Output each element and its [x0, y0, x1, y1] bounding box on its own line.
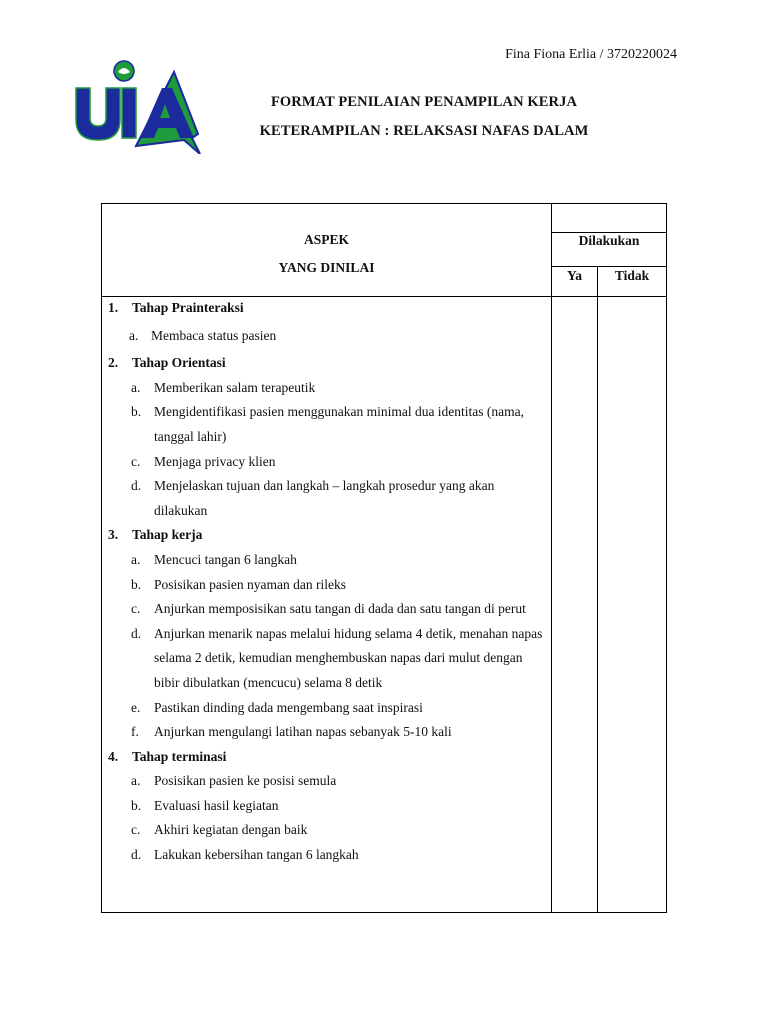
assessment-table: [101, 203, 667, 913]
section-heading: [108, 351, 548, 376]
item-letter: c.: [131, 453, 141, 469]
item-letter: a.: [131, 773, 141, 789]
list-item: [108, 769, 548, 794]
item-text: Posisikan pasien nyaman dan rileks: [154, 576, 346, 592]
col-divider-aspek: [551, 204, 552, 912]
list-item: [108, 597, 548, 622]
list-item: [108, 818, 548, 843]
item-letter: d.: [131, 625, 142, 641]
form-subtitle: KETERAMPILAN : RELAKSASI NAFAS DALAM: [259, 123, 589, 139]
section-number: 3.: [108, 527, 119, 543]
form-title: FORMAT PENILAIAN PENAMPILAN KERJA: [270, 94, 578, 110]
author-line: Fina Fiona Erlia / 3720220024: [505, 47, 677, 62]
list-item: [108, 573, 548, 598]
item-text: Evaluasi hasil kegiatan: [154, 797, 279, 813]
item-text: Menjaga privacy klien: [154, 453, 276, 469]
dilakukan-header: Dilakukan: [578, 233, 640, 248]
list-item: [108, 450, 548, 475]
item-text: Mencuci tangan 6 langkah: [154, 551, 297, 567]
list-item: [108, 843, 548, 868]
list-item: [108, 548, 548, 573]
list-item: [108, 376, 548, 401]
section-heading: [108, 745, 548, 770]
item-letter: b.: [131, 404, 142, 420]
row-divider-dilakukan: [551, 266, 666, 267]
item-letter: b.: [131, 576, 142, 592]
item-text: Akhiri kegiatan dengan baik: [154, 822, 308, 838]
list-item: [108, 794, 548, 819]
list-item: [108, 720, 548, 745]
item-text: Pastikan dinding dada mengembang saat inspirasi: [154, 699, 423, 715]
list-item: [108, 622, 548, 696]
item-text: Posisikan pasien ke posisi semula: [154, 773, 337, 789]
item-letter: d.: [131, 847, 142, 863]
list-item: [108, 696, 548, 721]
item-letter: e.: [131, 699, 141, 715]
list-item: [108, 324, 548, 349]
list-item: [108, 474, 548, 523]
section-heading: [108, 296, 548, 321]
item-letter: a.: [129, 327, 139, 343]
section-title: Tahap terminasi: [132, 748, 227, 764]
col-divider-ya: [597, 266, 598, 912]
item-text: Lakukan kebersihan tangan 6 langkah: [154, 847, 359, 863]
section-heading: [108, 523, 548, 548]
item-text: Membaca status pasien: [151, 327, 277, 343]
item-text: Memberikan salam terapeutik: [154, 379, 316, 395]
list-item: [108, 400, 548, 449]
item-letter: d.: [131, 478, 142, 494]
item-text: Menjelaskan tujuan dan langkah – langkah prosedur yang akan dilakukan: [154, 478, 495, 518]
tidak-header: Tidak: [614, 268, 650, 283]
item-text: Anjurkan mengulangi latihan napas sebanyak 5-10 kali: [154, 724, 452, 740]
aspek-label: ASPEK: [303, 232, 349, 247]
item-text: Anjurkan memposisikan satu tangan di dada dan satu tangan di perut: [154, 601, 526, 617]
section-title: Tahap kerja: [132, 527, 203, 543]
logo-letter-i: [122, 88, 136, 138]
aspek-list: [108, 296, 548, 868]
section-number: 2.: [108, 355, 119, 371]
item-letter: f.: [131, 724, 139, 740]
item-text: Anjurkan menarik napas melalui hidung selama 4 detik, menahan napas selama 2 detik, kemudian menghembuskan napas dari mulut dengan bibir dibulatkan (mencucu) selama 8 detik: [154, 625, 543, 690]
item-letter: a.: [131, 551, 141, 567]
item-letter: a.: [131, 379, 141, 395]
logo-letter-u: [76, 88, 120, 140]
item-letter: c.: [131, 822, 141, 838]
item-letter: c.: [131, 601, 141, 617]
yang-dinilai-label: YANG DINILAI: [278, 260, 375, 275]
section-number: 1.: [108, 300, 119, 315]
section-title: Tahap Orientasi: [132, 355, 226, 371]
item-text: Mengidentifikasi pasien menggunakan minimal dua identitas (nama, tanggal lahir): [154, 404, 525, 444]
section-title: Tahap Prainteraksi: [132, 300, 244, 315]
logo-triangle: [136, 72, 200, 154]
ya-header: Ya: [566, 268, 582, 283]
item-letter: b.: [131, 797, 142, 813]
uia-logo: [74, 58, 204, 154]
section-number: 4.: [108, 748, 119, 764]
